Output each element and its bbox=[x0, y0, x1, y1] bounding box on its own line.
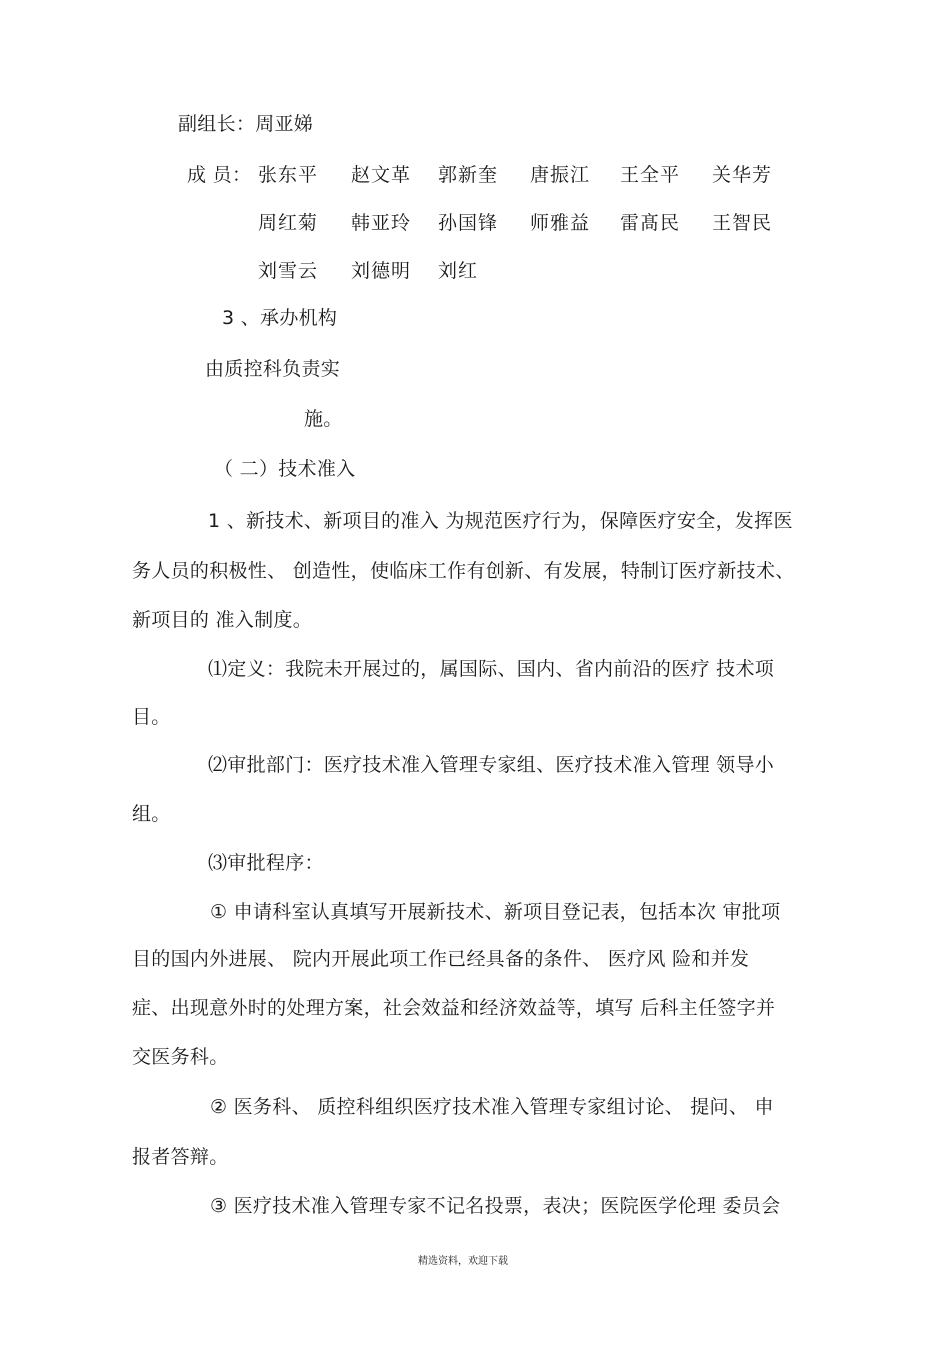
step-2-line: 报者答辩。 bbox=[132, 1146, 229, 1168]
section-3-body-cont: 施。 bbox=[304, 408, 343, 430]
member-name: 王全平 bbox=[620, 164, 681, 186]
step-3-line: ③ 医疗技术准入管理专家不记名投票，表决；医院医学伦理 委员会 bbox=[210, 1195, 781, 1217]
step-1-line: ① 申请科室认真填写开展新技术、新项目登记表，包括本次 审批项 bbox=[210, 901, 781, 923]
approval-proc-heading: ⑶审批程序： bbox=[208, 852, 324, 874]
definition-line: ⑴定义：我院未开展过的，属国际、国内、省内前沿的医疗 技术项 bbox=[208, 658, 775, 680]
step-2-line: ② 医务科、 质控科组织医疗技术准入管理专家组讨论、 提问、 申 bbox=[210, 1096, 774, 1118]
section-3-body: 由质控科负责实 bbox=[205, 358, 341, 380]
step-1-line: 症、出现意外时的处理方案，社会效益和经济效益等，填写 后科主任签字并 bbox=[132, 997, 776, 1019]
member-name: 师雅益 bbox=[530, 212, 591, 234]
member-name: 唐振江 bbox=[530, 164, 591, 186]
para-1-line: 新项目的 准入制度。 bbox=[132, 609, 313, 631]
member-name: 张东平 bbox=[258, 164, 319, 186]
step-1-line: 交医务科。 bbox=[132, 1046, 229, 1068]
definition-line: 目。 bbox=[132, 706, 171, 728]
member-name: 孙国锋 bbox=[438, 212, 499, 234]
member-name: 刘德明 bbox=[351, 260, 412, 282]
step-1-line: 目的国内外进展、 院内开展此项工作已经具备的条件、 医疗风 险和并发 bbox=[132, 948, 750, 970]
member-name: 韩亚玲 bbox=[351, 212, 412, 234]
member-name: 雷髙民 bbox=[620, 212, 681, 234]
member-name: 王智民 bbox=[712, 212, 773, 234]
member-name: 刘红 bbox=[438, 260, 479, 282]
part-2-heading: （ 二）技术准入 bbox=[214, 458, 356, 480]
vice-leader-line: 副组长：周亚娣 bbox=[178, 113, 314, 135]
approval-dept-line: 组。 bbox=[132, 803, 171, 825]
page-footer: 精选资料，欢迎下载 bbox=[418, 1256, 508, 1267]
members-label: 成 员： bbox=[187, 164, 252, 186]
member-name: 刘雪云 bbox=[258, 260, 319, 282]
para-1-line: 务人员的积极性、 创造性，使临床工作有创新、有发展，特制订医疗新技术、 bbox=[132, 560, 795, 582]
member-name: 周红菊 bbox=[258, 212, 319, 234]
member-name: 郭新奎 bbox=[438, 164, 499, 186]
approval-dept-line: ⑵审批部门：医疗技术准入管理专家组、医疗技术准入管理 领导小 bbox=[208, 754, 775, 776]
member-name: 关华芳 bbox=[712, 164, 773, 186]
member-name: 赵文革 bbox=[351, 164, 412, 186]
section-3-heading: 3 、承办机构 bbox=[222, 307, 338, 329]
para-1-line: 1 、新技术、新项目的准入 为规范医疗行为，保障医疗安全，发挥医 bbox=[208, 510, 793, 532]
